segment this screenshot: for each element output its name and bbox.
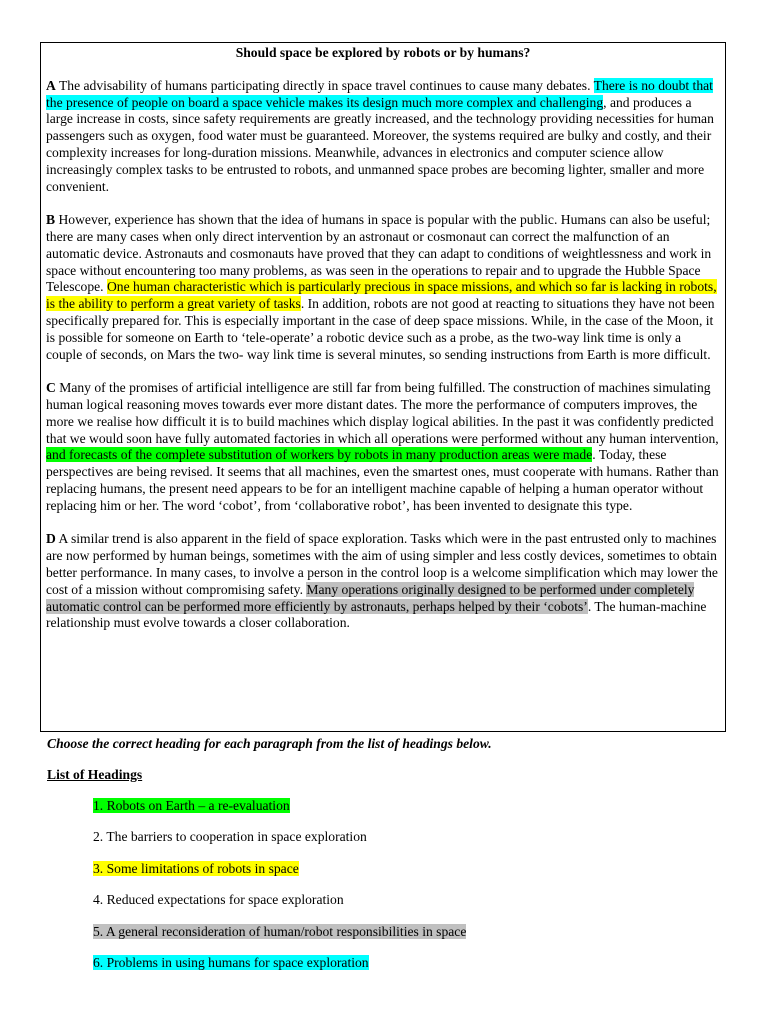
heading-text: 5. A general reconsideration of human/robot responsibilities in space [93, 923, 467, 939]
heading-text: 4. Reduced expectations for space exploration [93, 892, 344, 908]
paragraph-letter: C [46, 380, 56, 396]
paragraph-c [46, 380, 720, 514]
heading-option-3 [93, 861, 466, 892]
heading-text: 1. Robots on Earth – a re-evaluation [93, 798, 290, 813]
highlighted-text: Many operations originally designed to be performed under completely automatic control can be performed more efficiently by astronauts, perhaps helped by their ‘cobots’ [46, 581, 695, 614]
paragraph-d [46, 531, 720, 632]
heading-text: 6. Problems in using humans for space exploration [93, 954, 369, 970]
paragraph-text: The advisability of humans participating directly in space travel continues to cause many debates. [55, 77, 594, 93]
headings-list [93, 798, 466, 986]
heading-option-4 [93, 892, 466, 923]
heading-option-1 [93, 798, 466, 829]
paragraph-text: Many of the promises of artificial intelligence are still far from being fulfilled. The construction of machines simulating human logical reasoning moves towards ever more distant dates. The more the performance of computers improves, the more we realise how difficult it is to build machines which display logical abilities. In the past it was confidently predicted that we would soon have fully automated factories in which all operations were performed without any human intervention, [46, 380, 719, 446]
paragraph-a [46, 78, 720, 196]
highlighted-text: One human characteristic which is particularly precious in space missions, and which so far is lacking in robots, is the ability to perform a great variety of tasks [46, 279, 717, 312]
paragraph-b [46, 212, 720, 363]
highlighted-text: There is no doubt that the presence of people on board a space vehicle makes its design much more complex and challenging [46, 77, 713, 110]
paragraph-letter: B [46, 212, 56, 228]
heading-option-2 [93, 829, 466, 860]
heading-option-5 [93, 924, 466, 955]
headings-list-title: List of Headings [47, 767, 143, 782]
paragraph-letter: D [46, 531, 56, 547]
paragraph-text: . In addition, robots are not good at reacting to situations they have not been specifically prepared for. This is especially important in the case of deep space missions. While, in the case of the Moon, it is possible for someone on Earth to ‘tele-operate’ a robotic device such as a probe, as the two-way link time is only a couple of seconds, on Mars the two- way link time is several minutes, so sending instructions from Earth is more difficult. [46, 296, 715, 362]
heading-text: 3. Some limitations of robots in space [93, 860, 299, 876]
reading-passage [40, 42, 726, 732]
highlighted-text: and forecasts of the complete substitution of workers by robots in many production areas were made [46, 447, 593, 463]
heading-text: 2. The barriers to cooperation in space exploration [93, 829, 367, 845]
paragraph-text: . The human-machine relationship must evolve towards a closer collaboration. [46, 598, 707, 631]
paragraph-letter: A [46, 77, 56, 93]
task-instruction: Choose the correct heading for each paragraph from the list of headings below. [47, 736, 492, 751]
passage-title: Should space be explored by robots or by humans? [235, 45, 531, 60]
paragraph-text: A similar trend is also apparent in the field of space exploration. Tasks which were in the past entrusted only to machines are now performed by human beings, sometimes with the aim of using simpler and less costly devices, sometimes to obtain better performance. In many cases, to involve a person in the control loop is a welcome simplification which may lower the cost of a mission without compromising safety. [46, 531, 718, 597]
heading-option-6 [93, 955, 466, 986]
paragraph-text: . Today, these perspectives are being revised. It seems that all machines, even the smartest ones, must cooperate with humans. Rather than replacing humans, the present need appears to be for an intelligent machine capable of helping a human operator without replacing him or her. The word ‘cobot’, from ‘collaborative robot’, has been invented to designate this type. [46, 447, 719, 513]
paragraph-text: However, experience has shown that the idea of humans in space is popular with the public. Humans can also be useful; there are many cases when only direct intervention by an astronaut or cosmonaut can correct the malfunction of an automatic device. Astronauts and cosmonauts have proved that they can adapt to conditions of weightlessness and work in space without encountering too many problems, as was seen in the operations to repair and to upgrade the Hubble Space Telescope. [46, 212, 712, 295]
paragraph-text: , and produces a large increase in costs, since safety requirements are greatly increased, and the technology providing necessities for human passengers such as oxygen, food water must be guaranteed. Moreover, the systems required are bulky and costly, and their complexity increases for long-duration missions. Meanwhile, advances in electronics and computer science allow increasingly complex tasks to be entrusted to robots, and unmanned space probes are becoming lighter, smaller and more convenient. [46, 94, 714, 194]
